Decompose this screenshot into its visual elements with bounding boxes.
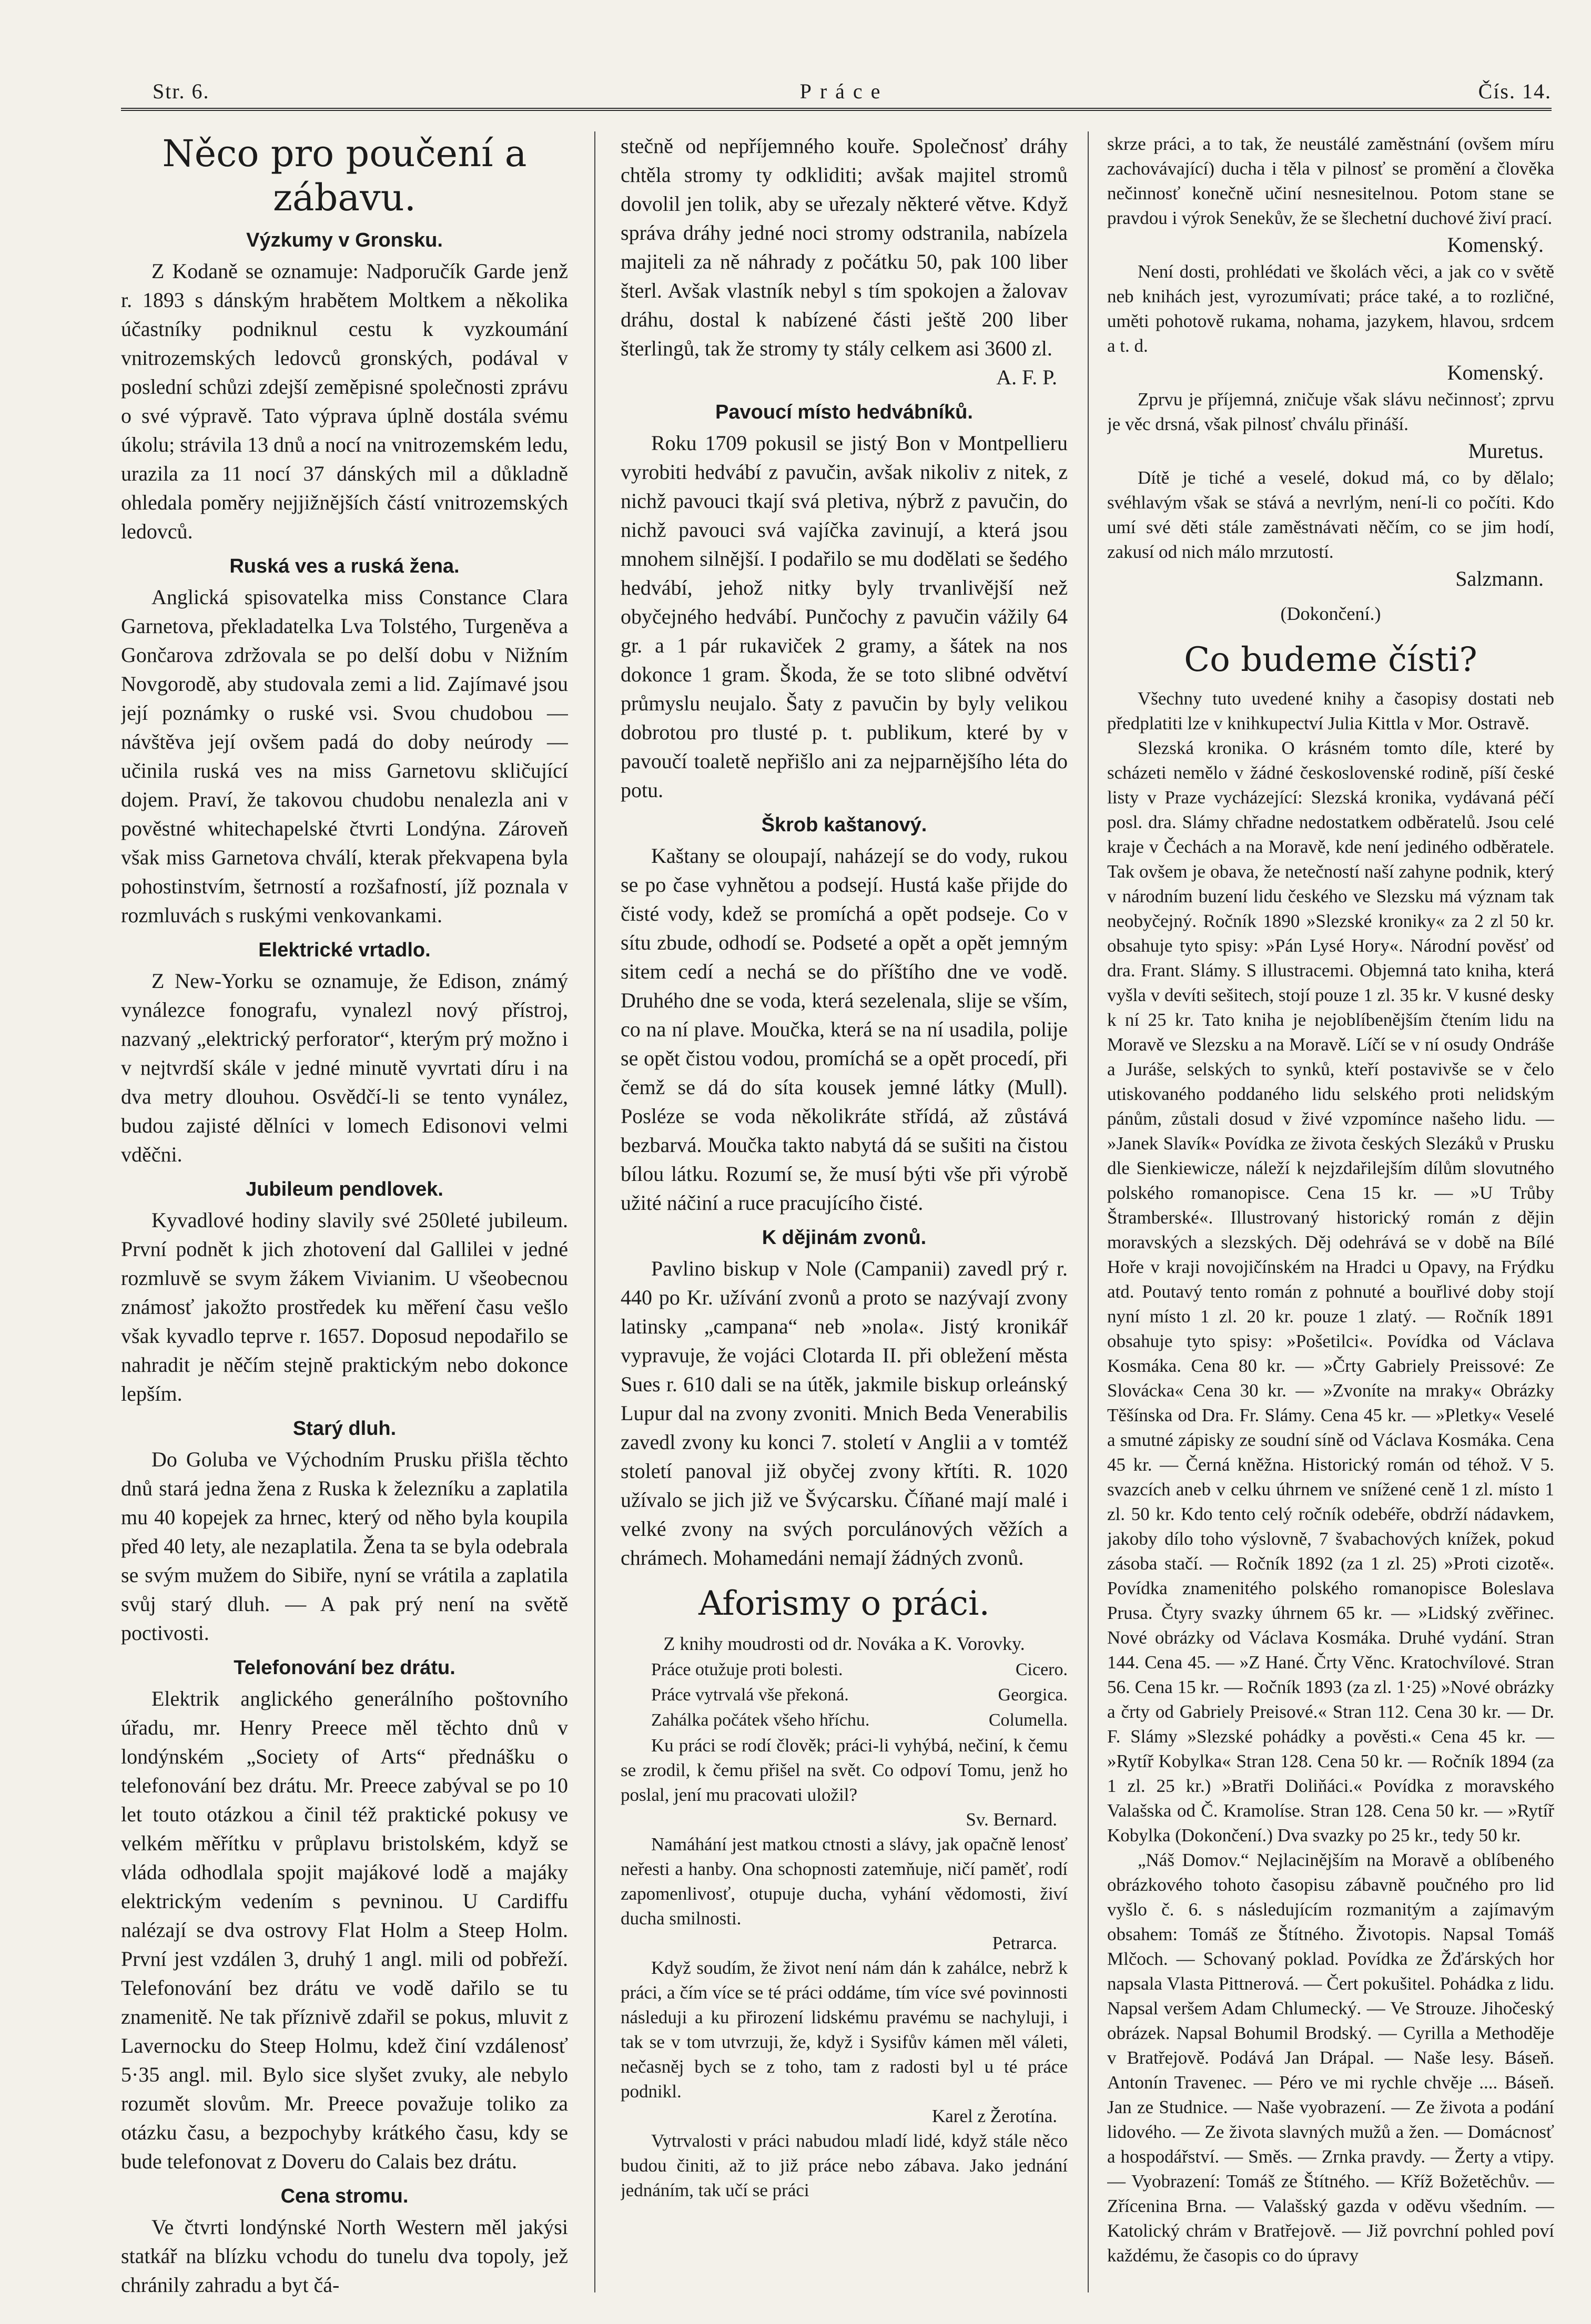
article-text: Z Kodaně se oznamuje: Nadporučík Garde jenž r. 1893 s dánským hrabětem Moltkem a několika účastníky podniknul cestu k vyzkoumání vnitrozemských ledovců gronských, podával v poslední schůzi zdejší zeměpisné společnosti zprávu o své výpravě. Tato výprava úplně dostála svému úkolu; strávila 13 dnů a nocí na vnitrozemském ledu, urazila za 11 nocí 37 dánských mil a důkladně ohledala poměry nejjižnějších částí vnitrozemských ledovců. xyxy=(121,259,568,543)
aphorism: Dítě je tiché a veselé, dokud má, co by dělalo; svéhlavým však se stává a nevrlým, není-li co počíti. Kdo umí své děti stále zaměstnávati něčím, co se jim hodí, zakusí od nich málo mrzutostí. xyxy=(1107,467,1554,562)
article-title: Výzkumy v Gronsku. xyxy=(246,229,443,251)
aphorisms-title: Aforismy o práci. xyxy=(698,1584,990,1623)
aphorism: Ku práci se rodí člověk; práci-li vyhýbá, nečiní, k čemu se zrodil, k čemu přišel na svět. Co odpoví Tomu, jenž ho poslal, jení mu pracovati uložil? xyxy=(621,1735,1068,1805)
aphorism-author: Komenský. xyxy=(1447,361,1544,384)
section-title: Co budeme čísti? xyxy=(1184,640,1477,679)
aphorism-author: Petrarca. xyxy=(992,1933,1057,1953)
article-text: Elektrik anglického generálního poštovního úřadu, mr. Henry Preece měl těchto dnů v londýnském „Society of Arts“ přednášku o telefonování bez drátu. Mr. Preece zabýval se po 10 let touto otázkou a činil též praktické pokusy ve velkém měřítku v průplavu bristolském, když se vláda odhodlala spojit majákové lodě a majáky elektrickým vedením s pevninou. U Cardiffu nalézají se dva ostrovy Flat Holm a Steep Holm. První jest vzdálen 3, druhý 1 angl. mili od pobřeží. Telefonování bez drátu ve vodě dařilo se tu znamenitě. Ne tak příznivě zdařil se pokus, mluvit z Lavernocku do Steep Holmu, kdež činí vzdálenosť 5·35 angl. mil. Bylo sice slyšet zvuky, ale nebylo rozumět slovům. Mr. Preece považuje toliko za otázku času, a bezpochyby krátkého času, kdy se bude telefonovat z Doveru do Calais bez drátu. xyxy=(121,1687,568,2173)
article-text: Kaštany se oloupají, naházejí se do vody, rukou se po čase vyhnětou a podsejí. Hustá kaše přijde do čisté vody, kdež se promíchá a opět podseje. Co v sítu zbude, odhodí se. Podseté a opět a opět jemným sitem cedí a nechá se do příštího dne ve vodě. Druhého dne se voda, která sezelenala, slije se vším, co na ní plave. Moučka, která se na ní usadila, polije se opět čistou vodou, promíchá se a opět procedí, při čemž se dá do síta kousek jemné látky (Mull). Posléze se voda několikráte střídá, až zůstává bezbarvá. Moučka takto nabytá dá se sušiti na čistou bílou látku. Rozumí se, že musí býti vše při výrobě užité náčiní a ruce pracujícího čisté. xyxy=(621,844,1068,1215)
article-text: Pavlino biskup v Nole (Campanii) zavedl prý r. 440 po Kr. užívání zvonů a proto se nazývají zvony latinsky „campana“ neb »nola«. Jistý kronikář vypravuje, že vojáci Clotarda II. při obležení města Sues r. 610 dali se na útěk, jakmile biskup orleánský Lupur dal na zvony zvoniti. Mnich Beda Venerabilis zavedl zvony ku konci 7. století v Anglii a v tomtéž století panoval již obyčej zvony křtíti. R. 1020 užívalo se jich již ve Švýcarsku. Číňané mají malé i velké zvony na svých porculánových věžích a chrámech. Mohamedáni nemají žádných zvonů. xyxy=(621,1257,1068,1569)
article-text: Všechny tuto uvedené knihy a časopisy dostati neb předplatiti lze v knihkupectví Julia Kittla v Mor. Ostravě. xyxy=(1107,688,1554,733)
header-rule xyxy=(121,108,1552,111)
article-title: Pavoucí místo hedvábníků. xyxy=(715,401,973,423)
aphorism-author: Salzmann. xyxy=(1455,567,1544,590)
issue-number: Čís. 14. xyxy=(1478,79,1552,103)
article-title: Škrob kaštanový. xyxy=(761,814,927,836)
aphorism-author: Karel z Žerotína. xyxy=(931,2106,1057,2126)
article-text: Slezská kronika. O krásném tomto díle, které by scházeti nemělo v žádné československé rodině, píší české listy v Praze vycházející: Slezská kronika, vydávaná péčí posl. dra. Slámy chřadne nedostatkem odběratelů. Jsou celé kraje v Čechách a na Moravě, kde není jediného odběratele. Tak ovšem je obava, že netečností naší zahyne podnik, který v národním buzení lidu českého ve Slezsku má význam tak neobyčejný. Ročník 1890 »Slezské kroniky« za 2 zl 50 kr. obsahuje tyto spisy: »Pán Lysé Hory«. Národní pověsť od dra. Frant. Slámy. S illustracemi. Objemná tato kniha, která vyšla v devíti sešitech, stojí pouze 1 zl. 35 kr. V kusné desky k ní 25 kr. Tato kniha je nejoblíbenějším čtením lidu na Moravě ve Slezsku a na Moravě. Líčí se v ní osudy Ondráše a Juráše, selských to synků, kteří postavivše se v čelo utiskovaného poddaného lidu selského proti nelidským pánům, zůstali dosud v živé vzpomínce našeho lidu. — »Janek Slavík« Povídka ze života českých Slezáků v Prusku dle Sienkiewicze, náleží k nejzdařilejším dílům slovutného polského romanopisce. Cena 15 kr. — »U Trůby Štramberské«. Illustrovaný historický román z dějin moravských a slezských. Děj odehrává se v době na Bílé Hoře v kraji novojičínském na Hradci u Opavy, na Frýdku atd. Poutavý tento román z pohnuté a bouřlivé doby stojí nyní místo 1 zl. 20 kr. pouze 1 zlatý. — Ročník 1891 obsahuje tyto spisy: »Pošetilci«. Povídka od Václava Kosmáka. Cena 80 kr. — »Črty Gabriely Preissové: Ze Slovácka« Cena 30 kr. — »Zvoníte na mraky« Obrázky Těšínska od Dra. Fr. Slámy. Cena 45 kr. — »Pletky« Veselé a smutné zápisky ze soudní síně od Václava Kosmáka. Cena 45 kr. — Černá kněžna. Historický román od téhož. V 5. svazcích aneb v celku úhrnem ve snížené ceně 1 zl. místo 1 zl. 50 kr. Kdo tento celý ročník odebéře, obdrží nádavkem, jakoby dílo toho výslovně, 7 švabachových knížek, pokud zásoba stačí. — Ročník 1892 (za 1 zl. 25) »Proti cizotě«. Povídka znamenitého polského romanopisce Boleslava Prusa. Čtyry svazky úhrnem 65 kr. — »Lidský zvěřinec. Nové obrázky od Václava Kosmáka. Druhé vydání. Stran 144. Cena 45. — »Z Hané. Črty Věnc. Kratochvílové. Stran 56. Cena 15 kr. — Ročník 1893 (za zl. 1·25) »Nové obrázky a črty od Gabriely Preisové.« Stran 112. Cena 30 kr. — Dr. F. Slámy »Slezské pohádky a pověsti.« Cena 45 kr. — »Rytíř Kobylka« Stran 128. Cena 50 kr. — Ročník 1894 (za 1 zl. 25 kr.) »Bratři Doliňáci.« Povídka z moravského Valašska od Č. Kramolíse. Stran 128. Cena 50 kr. — »Rytíř Kobylka (Dokončení.) Dva svazky po 25 kr., tedy 50 kr. xyxy=(1107,738,1554,1846)
aphorism: Zahálka počátek všeho hříchu. Columella. xyxy=(621,1708,1068,1733)
aphorism: Zprvu je příjemná, zničuje však slávu nečinnosť; zprvu je věc drsná, však pilnosť chválu přináší. xyxy=(1107,389,1554,434)
aphorisms-source: Z knihy moudrosti od dr. Nováka a K. Vorovky. xyxy=(663,1633,1025,1654)
aphorism: Práce otužuje proti bolesti. Cicero. xyxy=(621,1657,1068,1683)
article-text: Roku 1709 pokusil se jistý Bon v Montpellieru vyrobiti hedvábí z pavučin, avšak nikoliv z nitek, z nichž pavouci tkají svá pletiva, nýbrž z pavučin, do nichž pavouci svá vajíčka zavinují, a která jsou mnohem silnější. I podařilo se mu dodělati se šedého hedvábí, jehož nitky byly trvanlivější než obyčejného hedvábí. Punčochy z pavučin vážily 64 gr. a 1 pár rukaviček 2 gramy, a šátek na nos dokonce 1 gram. Škoda, že se toto slibné odvětví průmyslu neujalo. Šaty z pavučin by byly velikou dobrotou pro tlusté p. t. publikum, které by v pavoučí toaletě nepřišlo ani za nejparnějšího léta do potu. xyxy=(621,431,1068,802)
column-divider xyxy=(1088,131,1089,2292)
section-title: Něco pro poučení a zábavu. xyxy=(162,132,527,219)
article-text: Kyvadlové hodiny slavily své 250leté jubileum. První podnět k jich zhotovení dal Gallilei v jedné rozmluvě se svym žákem Vivianim. U všeobecnou známosť jakožto prostředek ku měření času vešlo však kyvadlo teprve r. 1657. Doposud nepodařilo se nahradit je něčím stejně praktickým nebo dokonce lepším. xyxy=(121,1208,568,1405)
article-title: Jubileum pendlovek. xyxy=(246,1178,443,1200)
aphorism-author: Columella. xyxy=(988,1710,1068,1730)
aphorism: skrze práci, a to tak, že neustálé zaměstnání (ovšem míru zachovávající) ducha i těla v pilnosť se promění a člověka nečinnosť konečně učiní nesnesitelnou. Potom stane se pravdou i výrok Senekův, že se šlechetní duchové živí prací. xyxy=(1107,134,1554,228)
article-title: Elektrické vrtadlo. xyxy=(258,939,431,961)
article-title: Telefonování bez drátu. xyxy=(234,1657,455,1679)
aphorism: Když soudím, že život není nám dán k zahálce, nebrž k práci, a čím více se té práci oddáme, tím více své povinnosti následuji a ku přirození lidskému pravému se nachyluji, i tak se v tom utvrzuji, že, když i Sysifův kámen měl váleti, nečasněj bych se z toho, tam z radosti byl u té práce podnikl. xyxy=(621,1958,1068,2102)
article-title: Starý dluh. xyxy=(292,1418,397,1440)
article-text: Ve čtvrti londýnské North Western měl jakýsi statkář na blízku vchodu do tunelu dva topoly, jež chránily zahradu a byt čá- xyxy=(121,2215,568,2297)
article-text: stečně od nepříjemného kouře. Společnosť dráhy chtěla stromy ty odkliditi; avšak majitel stromů dovolil jen tolik, aby se uřezaly některé větve. Když správa dráhy jedné noci stromy odstranila, nabízela majiteli za ně náhrady z počátku 50, pak 100 liber šterl. Avšak vlastník nebyl s tím spokojen a žalovav dráhu, dostal k nabízené části ještě 200 liber šterlingů, tak že stromy ty stály celkem asi 3600 zl. xyxy=(621,134,1068,360)
column-3 xyxy=(1107,131,1554,2308)
column-2 xyxy=(621,131,1068,2308)
aphorism-author: Georgica. xyxy=(998,1685,1068,1705)
aphorism: Vytrvalosti v práci nabudou mladí lidé, když stále něco budou činiti, až to již práce nebo zábava. Jako jednání jednáním, tak učí se práci xyxy=(621,2131,1068,2200)
page-number: Str. 6. xyxy=(153,79,210,103)
aphorism: Práce vytrvalá vše překoná. Georgica. xyxy=(621,1683,1068,1708)
newspaper-title: Práce xyxy=(799,79,889,103)
aphorism-author: Muretus. xyxy=(1468,439,1544,463)
author-signature: A. F. P. xyxy=(996,365,1057,389)
aphorism: Není dosti, prohlédati ve školách věci, a jak co v světě neb knihách jest, vyrozumívati; práce také, a to rozličné, uměti pohotově rukama, nohama, jazykem, hlavou, srdcem a t. d. xyxy=(1107,261,1554,356)
continued-note: (Dokončení.) xyxy=(1280,603,1381,624)
column-divider xyxy=(594,131,595,2292)
article-text: Do Goluba ve Východním Prusku přišla těchto dnů stará jedna žena z Ruska k železníku a zaplatila mu 40 kopejek za hrnec, který od něho byla koupila před 40 lety, ale nezaplatila. Žena ta se byla odebrala se svým mužem do Sibiře, nyní se vrátila a zaplatila svůj starý dluh. — A pak prý není na světě poctivosti. xyxy=(121,1448,568,1645)
column-1 xyxy=(121,131,568,2308)
aphorism-author: Sv. Bernard. xyxy=(966,1809,1057,1830)
aphorism-author: Cicero. xyxy=(1015,1660,1068,1679)
aphorism-author: Komenský. xyxy=(1447,233,1544,257)
article-text: Z New-Yorku se oznamuje, že Edison, známý vynálezce fonografu, vynalezl nový přístroj, nazvaný „elektrický perforator“, kterým prý možno i v nejtvrdší skále v jedné minutě vyvrtati díru i na dva metry dlouhou. Osvědčí-li se tento vynález, budou zajisté dělníci v lomech Edisonovi velmi vděčni. xyxy=(121,969,568,1166)
aphorism: Namáhání jest matkou ctnosti a slávy, jak opačně lenosť neřesti a hanby. Ona schopnosti zatemňuje, ničí paměť, rodí zapomenlivosť, otupuje ducha, vyhání vědomosti, živí ducha smilnosti. xyxy=(621,1834,1068,1929)
article-title: Cena stromu. xyxy=(280,2185,409,2207)
article-text: Anglická spisovatelka miss Constance Clara Garnetova, překladatelka Lva Tolstého, Turgeněva a Gončarova zdržovala se po delší dobu v Nižním Novgorodě, aby studovala zemi a lid. Zajímavé jsou její poznámky o ruské vsi. Svou chudobou — návštěva její ovšem padá do doby neúrody — učinila ruská ves na miss Garnetovu skličující dojem. Praví, že takovou chudobu nenalezla ani v pověstné whitechapelské čtvrti Londýna. Zároveň však miss Garnetova chválí, kterak překvapena byla pohostinstvím, šetrností a rozšafností, jíž poznala v rozmluvách s ruskými venkovankami. xyxy=(121,585,568,927)
article-title: Ruská ves a ruská žena. xyxy=(229,555,460,577)
article-text: „Náš Domov.“ Nejlacinějším na Moravě a oblíbeného obrázkového tohoto časopisu zábavně poučného pro lid vyšlo č. 6. s následujícím rozmanitým a zajímavým obsahem: Tomáš ze Štítného. Životopis. Napsal Tomáš Mlčoch. — Schovaný poklad. Povídka ze Žďárských hor napsala Vlasta Pittnerová. — Čert pokušitel. Pohádka z lidu. Napsal veršem Adam Chlumecký. — Ve Strouze. Jihočeský obrázek. Napsal Bohumil Brodský. — Cyrilla a Methoděje v Bratřejově. Podává Jan Drápal. — Naše lesy. Báseň. Antonín Travenec. — Péro ve mi rychle chvěje .... Báseň. Jan ze Studnice. — Naše vyobrazení. — Ze života a podání lidového. — Ze života slavných mužů a žen. — Domácnosť a hospodářství. — Směs. — Zrnka pravdy. — Žerty a vtipy. — Vyobrazení: Tomáš ze Štítného. — Kříž Božetěchův. — Zřícenina Brna. — Valašský gazda v oděvu všedním. — Katolický chrám v Bratřejově. — Již povrchní pohled poví každému, že časopis co do úpravy xyxy=(1107,1850,1554,2266)
article-title: K dějinám zvonů. xyxy=(762,1227,927,1249)
